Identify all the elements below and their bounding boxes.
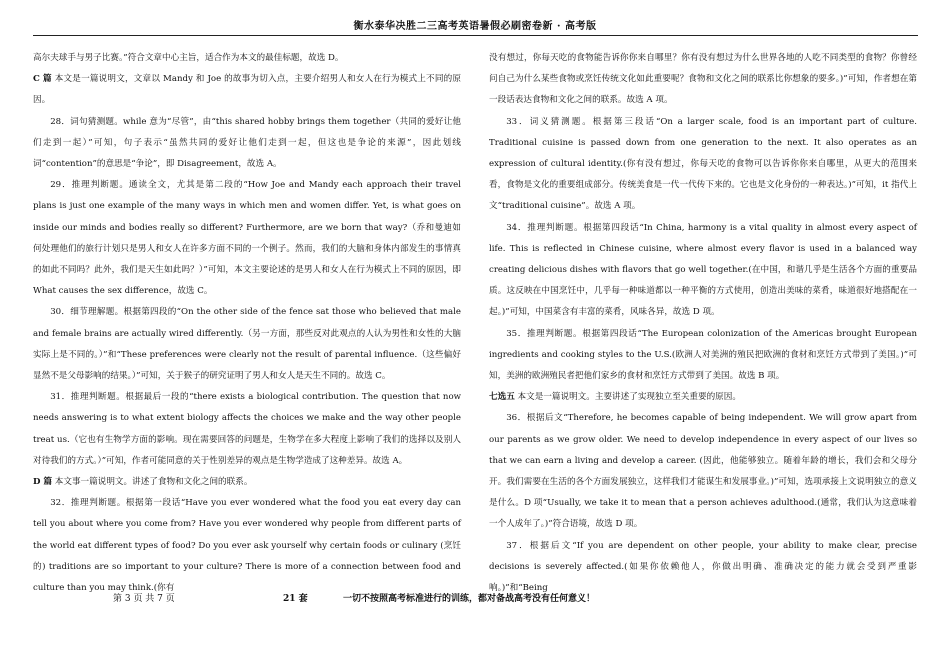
section-7-label: 七选五: [489, 392, 515, 403]
header-divider: [33, 35, 918, 36]
left-column: [33, 48, 461, 599]
answer-36: 36．根据后文“Therefore, he becomes capable of being independent. We will grow apart from our parents as we grow older. We need to develop independence in every aspect of our lives so that we can earn a living and develop a career. (因此，他能够独立。随着年龄的增长，我们会和父母分开。我们需要在生活的各个方面发展独立，这样我们才能谋生和发展事业。)”可知，选项承接上文说明独立的意义是什么。D 项“Usually, we take it to mean that a person achieves adulthood.(通常，我们认为这意味着一个人成年了。)”符合语境，故选 D 项。: [489, 413, 917, 530]
passage-c-label: C 篇: [33, 74, 52, 85]
answer-33: 33．词义猜测题。根据第三段话“On a larger scale, food is an important part of culture. Traditional cuisine is passed down from one generation to the next. It also operates as an expression of cultural identity.(你有没有想过，你每天吃的食物可以告诉你你来自哪里，从更大的范围来看，食物是文化的重要组成部分。传统美食是一代一代传下来的。它也是文化身份的一种表达。)”可知，it 指代上文“traditional cuisine”。故选 A 项。: [489, 116, 917, 212]
answer-34: 34．推理判断题。根据第四段话“In China, harmony is a vital quality in almost every aspect of life. This is reflected in Chinese cuisine, where almost every flavor is used in a balanced way creating delicious dishes with flavors that go well together.(在中国，和谐几乎是生活各个方面的重要品质。这反映在中国烹饪中，几乎每一种味道都以一种平衡的方式使用，创造出美味的菜肴，味道很好地搭配在一起。)”可知，中国菜含有丰富的菜肴，风味各异，故选 D 项。: [489, 222, 917, 318]
paragraph-c-end: 高尔夫球手与男子比赛。”符合文章中心主旨，适合作为本文的最佳标题，故选 D。: [33, 53, 344, 63]
answer-30: 30．细节理解题。根据第四段的“On the other side of the fence sat those who believed that male and female brains are actually wired differently.（另一方面，那些反对此观点的人认为男性和女性的大脑实际上是不同的。）”和“These preferences were clearly not the result of parental influence.（这些偏好显然不是父母影响的结果。）”可知，关于猴子的研究证明了男人和女人是天生不同的。故选 C。: [33, 307, 461, 382]
page-number: 第 3 页 共 7 页: [113, 594, 175, 604]
answer-32-continued: 没有想过，你每天吃的食物能告诉你你来自哪里？你有没有想过为什么世界各地的人吃不同类型的食物？你曾经问自己为什么某些食物或烹饪传统文化如此重要呢？食物和文化之间的联系比你想象的要多。)”可知，作者想在第一段话表达食物和文化之间的联系。故选 A 项。: [489, 53, 917, 106]
passage-c-summary-text: 本文是一篇说明文，文章以 Mandy 和 Joe 的故事为切入点，主要介绍男人和女人在行为模式上不同的原因。: [33, 74, 461, 106]
passage-d-summary: [33, 472, 461, 493]
answer-32: 32．推理判断题。根据第一段话“Have you ever wondered what the food you eat every day can tell you about where you come from? Have you ever wondered why people from different parts of the world eat different types of food? Do you ever ask yourself why certain foods or culinary (烹饪的) traditions are so important to your culture? There is more of a connection between food and culture than you may think.(你有: [33, 498, 461, 594]
answer-35: 35．推理判断题。根据第四段话“The European colonization of the Americas brought European ingredients and cooking styles to the U.S.(欧洲人对美洲的殖民把欧洲的食材和烹饪方式带到了美国。)”可知，美洲的欧洲殖民者把他们家乡的食材和烹饪方式带到了美国。故选 B 项。: [489, 328, 917, 382]
passage-c-summary: [33, 69, 461, 111]
answer-29: 29．推理判断题。通读全文，尤其是第二段的“How Joe and Mandy each approach their travel plans is just one example of the many ways in which men and women differ. Yet, is what goes on inside our minds and bodies really so different? Furthermore, are we born that way?（乔和曼迪如何处理他们的旅行计划只是男人和女人在许多方面不同的一个例子。然而，我们的大脑和身体内部发生的事情真的如此不同吗？此外，我们是天生如此吗？）”可知，本文主要论述的是男人和女人在行为模式上不同的原因，即 What causes the sex difference，故选 C。: [33, 180, 461, 297]
passage-d-label: D 篇: [33, 477, 53, 488]
page-header: 衡水泰华决胜二三高考英语暑假必刷密卷新 · 高考版: [353, 21, 597, 32]
passage-d-summary-text: 本文事一篇说明文。讲述了食物和文化之间的联系。: [52, 477, 253, 488]
section-7-summary: [489, 387, 917, 408]
section-7-summary-text: 本文是一篇说明文。主要讲述了实现独立至关重要的原因。: [514, 392, 741, 403]
answer-31: 31．推理判断题。根据最后一段的“there exists a biological contribution. The question that now needs answering is to what extent biology affects the choices we make and the way other people treat us.（它也有生物学方面的影响。现在需要回答的问题是，生物学在多大程度上影响了我们的选择以及别人对待我们的方式。）”可知，作者可能同意的关于性别差异的观点是生物学造成了这种差异。故选 A。: [33, 392, 461, 466]
set-number: 21 套: [283, 594, 308, 604]
answer-37: 37．根据后文“If you are dependent on other people, your ability to make clear, precise decisions is severely affected.(如果你依赖他人，你做出明确、准确决定的能力就会受到严重影响。)”和“Being: [489, 540, 917, 594]
answer-28: 28．词句猜测题。while 意为“尽管”，由“this shared hobby brings them together（共同的爱好让他们走到一起）”可知，句子表示“虽然共同的爱好让他们走到一起，但这也是争论的来源”，因此划线词“contention”的意思是“争论”，即 Disagreement，故选 A。: [33, 116, 461, 170]
right-column: [489, 48, 917, 599]
footer-slogan: 一切不按照高考标准进行的训练，都对备战高考没有任何意义！: [343, 594, 596, 604]
